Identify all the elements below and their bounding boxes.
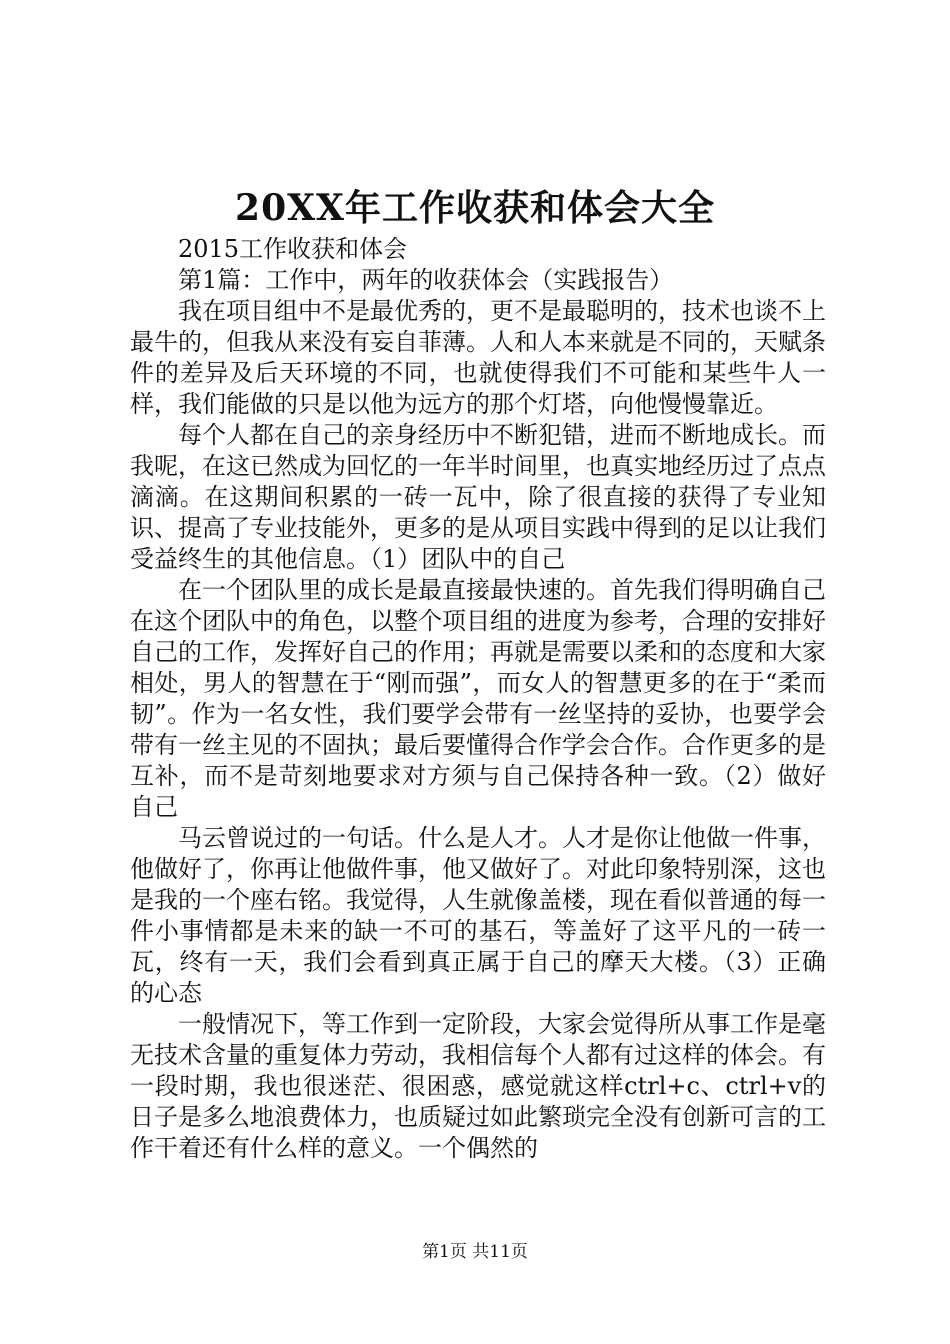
paragraph: 马云曾说过的一句话。什么是人才。人才是你让他做一件事，他做好了，你再让他做件事，他又做好了。对此印象特别深，这也是我的一个座右铭。我觉得，人生就像盖楼，现在看似普通的每一件小事情都是未来的缺一不可的基石，等盖好了这平凡的一砖一瓦，终有一天，我们会看到真正属于自己的摩天大楼。（3）正确的心态	[130, 824, 826, 1007]
paragraph: 我在项目组中不是最优秀的，更不是最聪明的，技术也谈不上最牛的，但我从来没有妄自菲薄。人和人本来就是不同的，天赋条件的差异及后天环境的不同，也就使得我们不可能和某些牛人一样，我们能做的只是以他为远方的那个灯塔，向他慢慢靠近。	[130, 297, 826, 418]
paragraph: 每个人都在自己的亲身经历中不断犯错，进而不断地成长。而我呢，在这已然成为回忆的一年半时间里，也真实地经历过了点点滴滴。在这期间积累的一砖一瓦中，除了很直接的获得了专业知识、提高了专业技能外，更多的是从项目实践中得到的足以让我们受益终生的其他信息。（1）团队中的自己	[130, 421, 826, 573]
paragraph: 一般情况下，等工作到一定阶段，大家会觉得所从事工作是毫无技术含量的重复体力劳动，我相信每个人都有过这样的体会。有一段时期，我也很迷茫、很困惑，感觉就这样ctrl+c、ctrl+v的日子是多么地浪费体力，也质疑过如此繁琐完全没有创新可言的工作干着还有什么样的意义。一个偶然的	[130, 1010, 826, 1162]
paragraph-section-heading: 第1篇：工作中，两年的收获体会（实践报告）	[178, 266, 674, 294]
paragraph: 在一个团队里的成长是最直接最快速的。首先我们得明确自己在这个团队中的角色，以整个项目组的进度为参考，合理的安排好自己的工作，发挥好自己的作用；再就是需要以柔和的态度和大家相处，男人的智慧在于“刚而强”，而女人的智慧更多的在于“柔而韧”。作为一名女性，我们要学会带有一丝坚持的妥协，也要学会带有一丝主见的不固执；最后要懂得合作学会合作。合作更多的是互补，而不是苛刻地要求对方须与自己保持各种一致。（2）做好自己	[130, 576, 826, 821]
page-number-footer: 第1页 共11页	[422, 1242, 528, 1262]
document-body	[130, 234, 826, 1164]
document-title: 20XX年工作收获和体会大全	[235, 187, 715, 229]
paragraph-subtitle: 2015工作收获和体会	[178, 235, 408, 263]
